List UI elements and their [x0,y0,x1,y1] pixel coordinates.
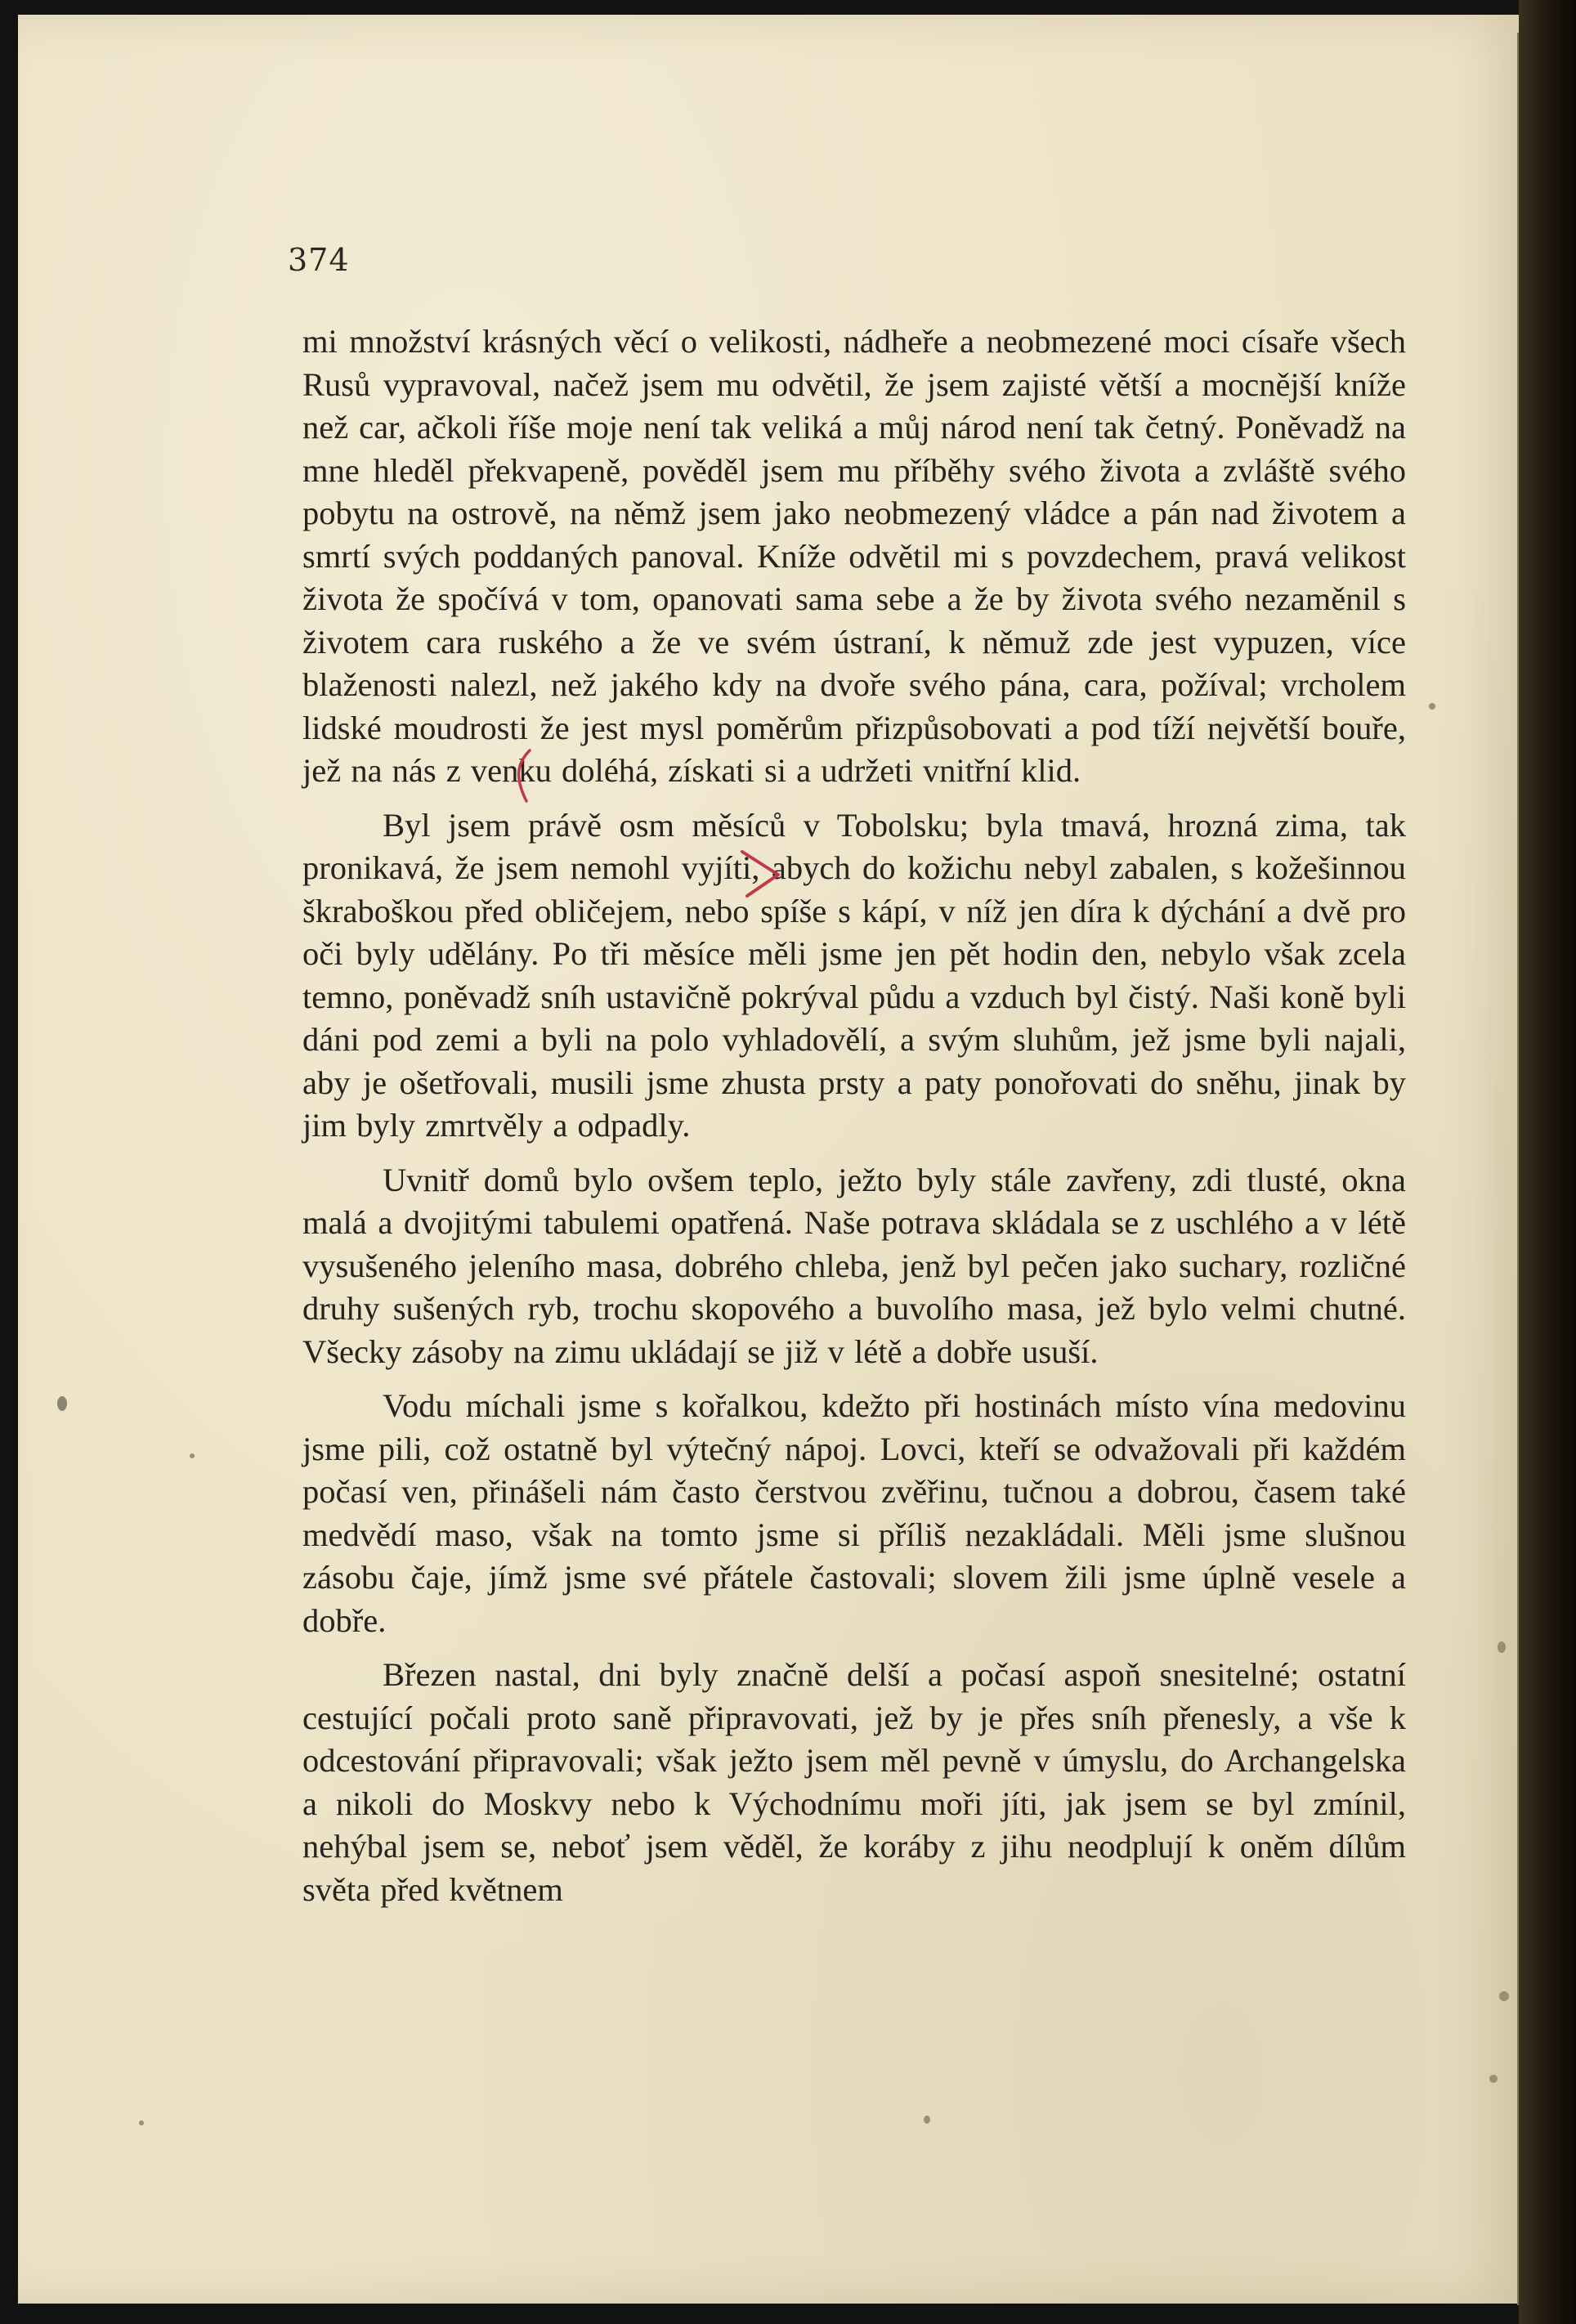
paragraph-2: Byl jsem právě osm měsíců v Tobolsku; byla tmavá, hrozná zima, tak pronikavá, že jsem nemohl vyjíti, abych do kožichu nebyl zabalen, s kožešinnou škraboškou před obličejem, nebo spíše s kápí, v níž jen díra k dýchání a dvě pro oči byly udělány. Po tři měsíce měli jsme jen pět hodin den, nebylo však zcela temno, poněvadž sníh ustavičně pokrýval půdu a vzduch byl čistý. Naši koně byli dáni pod zemi a byli na polo vyhladovělí, a svým sluhům, jež jsme byli najali, aby je ošetřovali, musili jsme zhusta prsty a paty ponořovati do sněhu, jinak by jim byly zmrtvěly a odpadly. [302,806,1406,1144]
paragraph-3: Uvnitř domů bylo ovšem teplo, ježto byly stále zavřeny, zdi tlusté, okna malá a dvojitými tabulemi opatřená. Naše potrava skládala se z uschlého a v létě vysušeného jeleního masa, dobrého chleba, jenž byl pečen jako suchary, rozličné druhy sušených ryb, trochu skopového a buvolího masa, jež bylo velmi chutné. Všecky zásoby na zimu ukládají se již v létě a dobře usuší. [302,1161,1406,1370]
paper-speck [924,2116,930,2124]
pencil-bracket-mark [512,749,533,803]
paper-speck [1499,1991,1509,2001]
book-page [18,15,1524,2304]
paper-speck [190,1453,195,1458]
paragraph-1: mi množství krásných věcí o velikosti, nádheře a neobmezené moci císaře všech Rusů vypravoval, načež jsem mu odvětil, že jsem zajisté větší a mocnější kníže než car, ačkoli říše moje není tak veliká a můj národ není tak četný. Poněvadž na mne hleděl překvapeně, pověděl jsem mu příběhy svého života a zvláště svého pobytu na ostrově, na němž jsem jako neobmezený vládce a pán nad životem a smrtí svých poddaných panoval. Kníže odvětil mi s povzdechem, pravá velikost života že spočívá v tom, opanovati sama sebe a že by života svého nezaměnil s životem cara ruského a že ve svém ústraní, k němuž zde jest vypuzen, více blaženosti nalezl, než jakého kdy na dvoře svého pána, cara, požíval; vrcholem lidské moudrosti že jest mysl poměrům přizpůsobovati a pod tíží největší bouře, jež na nás z venku doléhá, získati si a udržeti vnitřní klid. [302,323,1406,789]
paper-speck [1489,2075,1498,2083]
binding-gutter [1519,0,1576,2324]
pencil-arrow-mark [737,847,795,904]
page-body [302,320,1406,1923]
paragraph-5: Březen nastal, dni byly značně delší a počasí aspoň snesitelné; ostatní cestující počali proto saně připravovati, jež by je přes sníh přenesly, a vše k odcestování připravovali; však ježto jsem měl pevně v úmyslu, do Archangelska a nikoli do Moskvy nebo k Východnímu moři jíti, jak jsem se byl zmínil, nehýbal jsem se, neboť jsem věděl, že koráby z jihu neodplují k oněm dílům světa před květnem [302,1656,1406,1908]
page-number: 374 [288,242,350,278]
paper-speck [57,1396,67,1411]
paper-speck [139,2120,144,2125]
paragraph-4: Vodu míchali jsme s kořalkou, kdežto při hostinách místo vína medovinu jsme pili, což ostatně byl výtečný nápoj. Lovci, kteří se odvažovali při každém počasí ven, přinášeli nám často čerstvou zvěřinu, tučnou a dobrou, časem také medvědí maso, však na tomto jsme si příliš nezakládali. Měli jsme slušnou zásobu čaje, jímž jsme své přátele častovali; slovem žili jsme úplně vesele a dobře. [302,1387,1406,1639]
paper-speck [1429,703,1435,710]
paper-speck [1498,1641,1506,1653]
